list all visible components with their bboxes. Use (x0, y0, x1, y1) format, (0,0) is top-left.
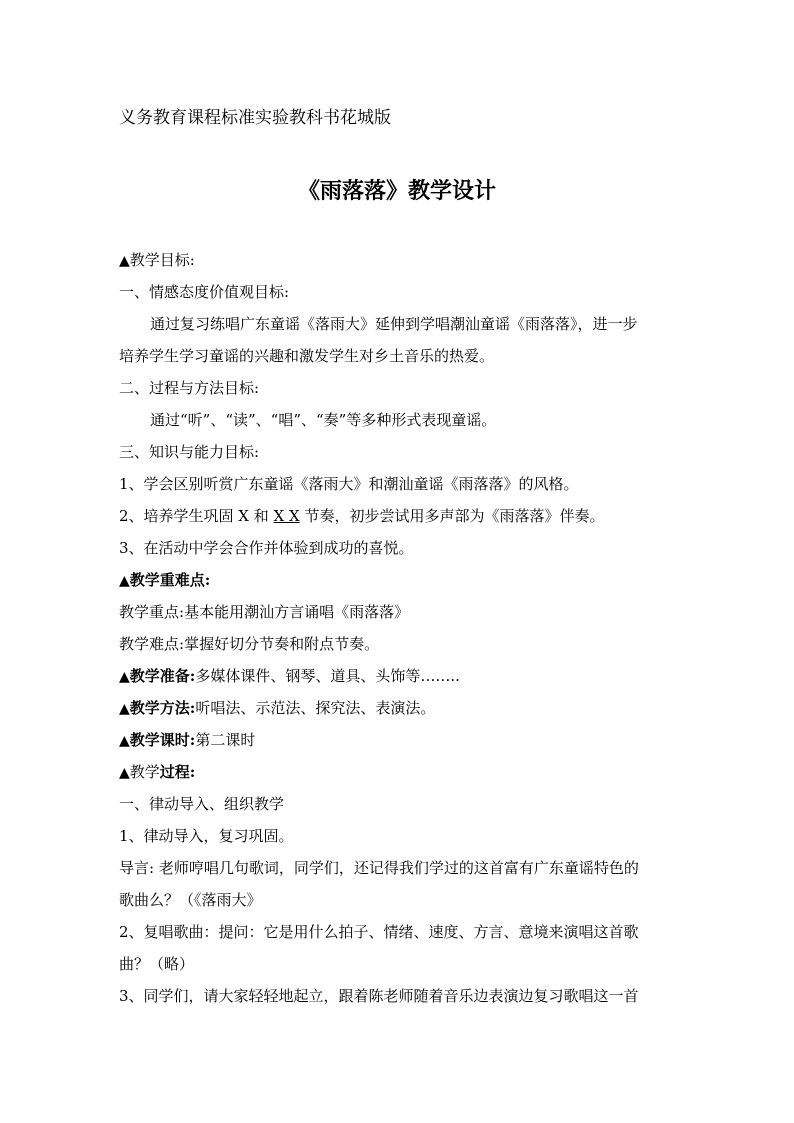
triangle-bullet-icon: ▲ (119, 669, 130, 685)
triangle-bullet-icon: ▲ (119, 573, 130, 589)
process-method-text: 通过“听”、“读”、“唱”、“奏”等多种形式表现童谣。 (150, 411, 497, 429)
key-points-heading (119, 570, 210, 591)
objectives-heading-text: 教学目标: (129, 251, 195, 269)
methods-label: 教学方法: (129, 699, 196, 717)
difficult-point-label: 教学难点: (119, 635, 185, 653)
lesson-text: 第二课时 (195, 731, 256, 749)
step-1-item-1: 1、律动导入，复习巩固。 (119, 827, 294, 845)
rhythm-notation: X X (273, 507, 300, 525)
knowledge-item-2-part-b: 节奏，初步尝试用多声部为《雨落落》伴奏。 (299, 507, 605, 525)
triangle-bullet-icon: ▲ (119, 733, 130, 749)
process-method-heading: 二、过程与方法目标: (119, 379, 260, 397)
preparation-line (119, 666, 460, 687)
knowledge-item-3: 3、在活动中学会合作并体验到成功的喜悦。 (119, 539, 414, 557)
emotion-text-line-1: 通过复习练唱广东童谣《落雨大》延伸到学唱潮汕童谣《雨落落》，进一步 (150, 315, 638, 333)
page-title: 《雨落落》教学设计 (297, 178, 496, 204)
process-heading (119, 762, 195, 783)
emotion-text-line-2: 培养学生学习童谣的兴趣和激发学生对乡土音乐的热爱。 (119, 347, 495, 365)
knowledge-item-1: 1、学会区别听赏广东童谣《落雨大》和潮汕童谣《雨落落》的风格。 (119, 475, 579, 493)
emotion-heading: 一、情感态度价值观目标: (119, 283, 290, 301)
methods-text: 听唱法、示范法、探究法、表演法。 (195, 699, 436, 717)
process-label-bold: 过程: (159, 763, 196, 781)
methods-line (119, 698, 435, 719)
difficult-point-line (119, 634, 379, 654)
intro-line-1: 导言: 老师哼唱几句歌词，同学们，还记得我们学过的这首富有广东童谣特色的 (119, 859, 639, 877)
step-1-item-3: 3、同学们，请大家轻轻地起立，跟着陈老师随着音乐边表演边复习歌唱这一首 (119, 987, 639, 1005)
triangle-bullet-icon: ▲ (119, 765, 130, 781)
step-1-item-2-line-2: 曲？（略） (119, 955, 195, 973)
process-label-plain: 教学 (129, 763, 160, 781)
key-points-heading-text: 教学重难点: (129, 571, 211, 589)
step-1-item-2-line-1: 2、复唱歌曲：提问：它是用什么拍子、情绪、速度、方言、意境来演唱这首歌 (119, 923, 639, 941)
key-point-line (119, 602, 409, 622)
objectives-heading (119, 250, 195, 271)
intro-line-2: 歌曲么？（《落雨大》 (119, 891, 262, 909)
preparation-label: 教学准备: (129, 667, 196, 685)
knowledge-heading: 三、知识与能力目标: (119, 443, 260, 461)
knowledge-item-2 (119, 506, 604, 526)
series-header: 义务教育课程标准实验教科书花城版 (119, 108, 391, 128)
triangle-bullet-icon: ▲ (119, 701, 130, 717)
knowledge-item-2-part-a: 2、培养学生巩固 X 和 (119, 507, 274, 525)
step-1-heading: 一、律动导入、组织教学 (119, 795, 285, 813)
difficult-point-text: 掌握好切分节奏和附点节奏。 (184, 635, 380, 653)
preparation-text: 多媒体课件、钢琴、道具、头饰等…….. (195, 667, 460, 685)
key-point-label: 教学重点: (119, 603, 185, 621)
lesson-line (119, 730, 255, 751)
triangle-bullet-icon: ▲ (119, 253, 130, 269)
lesson-label: 教学课时: (129, 731, 196, 749)
key-point-text: 基本能用潮汕方言诵唱《雨落落》 (184, 603, 410, 621)
